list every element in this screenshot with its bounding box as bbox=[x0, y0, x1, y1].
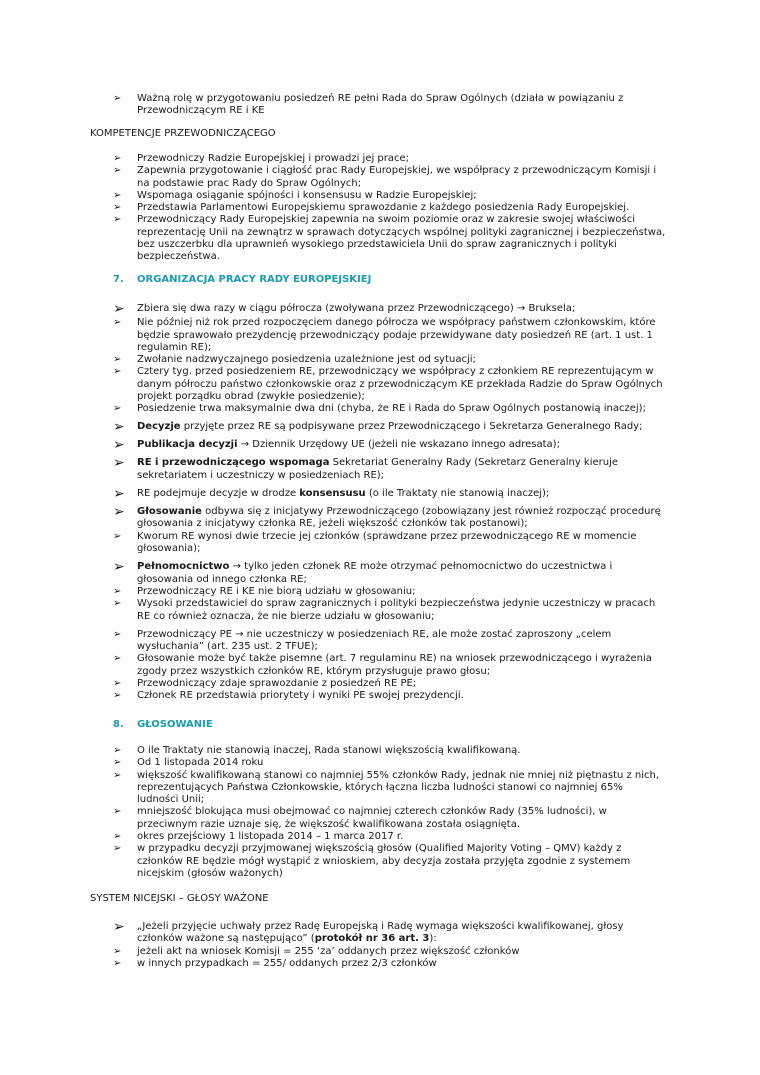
list-item: ➢ okres przejściowy 1 listopada 2014 – 1 marca 2017 r. bbox=[113, 831, 404, 843]
arrow-bullet-icon: ➢ bbox=[113, 214, 122, 226]
arrow-bullet-icon: ➢ bbox=[113, 690, 122, 702]
list-item: ➢ w innych przypadkach = 255/ oddanych przez 2/3 członków bbox=[113, 957, 437, 969]
arrow-bullet-icon: ➢ bbox=[113, 843, 122, 855]
arrow-bullet-icon: ➢ bbox=[113, 418, 125, 435]
arrow-bullet-icon: ➢ bbox=[113, 745, 122, 756]
section-title-kompetencje: KOMPETENCJE PRZEWODNICZĄCEGO bbox=[90, 128, 276, 139]
arrow-bullet-icon: ➢ bbox=[113, 455, 125, 472]
list-item: ➢ RE podejmuje decyzje w drodze konsensusu (o ile Traktaty nie stanowią inaczej); bbox=[113, 485, 550, 502]
list-item: ➢ Posiedzenie trwa maksymalnie dwa dni (chyba, że RE i Rada do Spraw Ogólnych postanowią inaczej); bbox=[113, 403, 646, 415]
list-item: ➢ RE i przewodniczącego wspomaga Sekretariat Generalny Rady (Sekretarz Generalny kieruje sekretariatem i uczestniczy w posiedzeniach RE); bbox=[113, 455, 619, 481]
arrow-bullet-icon: ➢ bbox=[113, 831, 122, 843]
arrow-bullet-icon: ➢ bbox=[113, 945, 122, 957]
arrow-bullet-icon: ➢ bbox=[113, 530, 122, 542]
list-item: ➢ Od 1 listopada 2014 roku bbox=[113, 757, 264, 769]
list-item: ➢ mniejszość blokująca musi obejmować co najmniej czterech członków Rady (35% ludności), w przeciwnym razie uznaje się, że większość kwalifikowana została osiągnięta. bbox=[113, 806, 607, 830]
list-item: ➢ Głosowanie może być także pisemne (art. 7 regulaminu RE) na wniosek przewodniczącego i wyrażenia zgody przez wszystkich członków RE, którym przysługuje prawo głosu; bbox=[113, 653, 652, 677]
arrow-bullet-icon: ➢ bbox=[113, 403, 122, 415]
list-item: ➢ Zapewnia przygotowanie i ciągłość prac Rady Europejskiej, we współpracy z przewodniczącym Komisji i na podstawie prac Rady do Spraw Ogólnych; bbox=[113, 165, 657, 189]
list-item: ➢ większość kwalifikowaną stanowi co najmniej 55% członków Rady, jednak nie mniej niż piętnastu z nich, reprezentujących Państwa Członkowskie, których łączna liczba ludności stanowi co najmniej 65% ludności Unii; bbox=[113, 769, 660, 806]
arrow-bullet-icon: ➢ bbox=[113, 678, 122, 690]
heading-section-7: 7. ORGANIZACJA PRACY RADY EUROPEJSKIEJ bbox=[113, 274, 372, 285]
list-item: ➢ Przewodniczący PE → nie uczestniczy w posiedzeniach RE, ale może zostać zaproszony „celem wysłuchania” (art. 235 ust. 2 TFUE); bbox=[113, 628, 612, 653]
list-item: ➢ O ile Traktaty nie stanowią inaczej, Rada stanowi większością kwalifikowaną. bbox=[113, 745, 521, 756]
arrow-bullet-icon: ➢ bbox=[113, 317, 122, 329]
list-item: ➢ Przewodniczący RE i KE nie biorą udziału w głosowaniu; bbox=[113, 585, 416, 597]
arrow-bullet-icon: ➢ bbox=[113, 806, 122, 818]
list-item: ➢ Przedstawia Parlamentowi Europejskiemu sprawozdanie z każdego posiedzenia Rady Europejskiej. bbox=[113, 202, 630, 214]
list-item: ➢ Wysoki przedstawiciel do spraw zagranicznych i polityki bezpieczeństwa jedynie uczestniczy w pracach RE co również oznacza, że nie bierze udziału w głosowaniu; bbox=[113, 598, 656, 622]
arrow-bullet-icon: ➢ bbox=[113, 504, 125, 521]
arrow-bullet-icon: ➢ bbox=[113, 598, 122, 610]
arrow-bullet-icon: ➢ bbox=[113, 559, 125, 576]
section8-list bbox=[0, 745, 760, 880]
arrow-bullet-icon: ➢ bbox=[113, 366, 122, 378]
list-item: ➢ Głosowanie odbywa się z inicjatywy Przewodniczącego (zobowiązany jest również rozpocząć procedurę głosowania z inicjatywy członka RE, jeżeli większość członków tak postanowi); bbox=[113, 504, 661, 530]
list-item: ➢ Pełnomocnictwo → tylko jeden członek RE może otrzymać pełnomocnictwo do uczestnictwa i głosowania od innego członka RE; bbox=[113, 559, 613, 585]
arrow-bullet-icon: ➢ bbox=[113, 189, 122, 201]
list-item: ➢ Nie później niż rok przed rozpoczęciem danego półrocza we współpracy państwem członkowskim, które będzie sprawowało prezydencję przewodniczący podaje przewidywane daty posiedzeń RE (art. 1 ust. 1 regulamin RE); bbox=[113, 317, 656, 353]
arrow-bullet-icon: ➢ bbox=[113, 769, 122, 781]
list-item: ➢ Kworum RE wynosi dwie trzecie jej członków (sprawdzane przez przewodniczącego RE w momencie głosowania); bbox=[113, 530, 637, 555]
arrow-bullet-icon: ➢ bbox=[113, 354, 122, 366]
arrow-bullet-icon: ➢ bbox=[113, 165, 122, 177]
arrow-bullet-icon: ➢ bbox=[113, 93, 122, 104]
list-item: ➢ Decyzje przyjęte przez RE są podpisywane przez Przewodniczącego i Sekretarza Generalnego Rady; bbox=[113, 418, 643, 435]
list-item: ➢ Ważną rolę w przygotowaniu posiedzeń RE pełni Rada do Spraw Ogólnych (działa w powiązaniu z Przewodniczącym RE i KE bbox=[113, 93, 624, 117]
list-item: ➢ Publikacja decyzji → Dziennik Urzędowy UE (jeżeli nie wskazano innego adresata); bbox=[113, 436, 560, 453]
list-item: ➢ Przewodniczy Radzie Europejskiej i prowadzi jej prace; bbox=[113, 153, 410, 164]
intro-list bbox=[0, 93, 760, 118]
kompetencje-list bbox=[0, 153, 760, 264]
arrow-bullet-icon: ➢ bbox=[113, 301, 125, 317]
arrow-bullet-icon: ➢ bbox=[113, 202, 122, 214]
list-item: ➢ Wspomaga osiąganie spójności i konsensusu w Radzie Europejskiej; bbox=[113, 189, 477, 201]
list-item: ➢ Cztery tyg. przed posiedzeniem RE, przewodniczący we współpracy z członkiem RE reprezentującym w danym półroczu państwo członkowskie oraz z przewodniczącym KE przekłada Radzie do Spraw Ogólnych projekt porządku obrad (zwykłe posiedzenie); bbox=[113, 366, 663, 403]
arrow-bullet-icon: ➢ bbox=[113, 628, 122, 640]
arrow-bullet-icon: ➢ bbox=[113, 919, 125, 935]
arrow-bullet-icon: ➢ bbox=[113, 485, 125, 502]
list-item: ➢ Członek RE przedstawia priorytety i wyniki PE swojej prezydencji. bbox=[113, 690, 464, 702]
arrow-bullet-icon: ➢ bbox=[113, 585, 122, 597]
list-item: ➢ Przewodniczący zdaje sprawozdanie z posiedzeń RE PE; bbox=[113, 678, 417, 690]
section7-list bbox=[0, 303, 760, 703]
list-item: ➢ jeżeli akt na wniosek Komisji = 255 ‘za’ oddanych przez większość członków bbox=[113, 945, 520, 957]
list-item: ➢ Zbiera się dwa razy w ciągu półrocza (zwoływana przez Przewodniczącego) → Bruksela; bbox=[113, 301, 576, 317]
nicejski-list bbox=[0, 921, 760, 970]
arrow-bullet-icon: ➢ bbox=[113, 957, 122, 969]
arrow-bullet-icon: ➢ bbox=[113, 153, 122, 164]
section-title-nicejski: SYSTEM NICEJSKI – GŁOSY WAŻONE bbox=[90, 893, 269, 904]
arrow-bullet-icon: ➢ bbox=[113, 653, 122, 665]
heading-section-8: 8. GŁOSOWANIE bbox=[113, 719, 213, 730]
arrow-bullet-icon: ➢ bbox=[113, 757, 122, 769]
arrow-bullet-icon: ➢ bbox=[113, 436, 125, 453]
list-item: ➢ Przewodniczący Rady Europejskiej zapewnia na swoim poziomie oraz w zakresie swojej właściwości reprezentację Unii na zewnątrz w sprawach dotyczących wspólnej polityki zagranicznej i bezpieczeństwa, bez uszczerbku dla uprawnień wysokiego przedstawiciela Unii do spraw zagranicznych i polityki bezpieczeństwa. bbox=[113, 214, 666, 263]
list-item: ➢ w przypadku decyzji przyjmowanej większością głosów (Qualified Majority Voting – QMV) każdy z członków RE będzie mógł wystąpić z wnioskiem, aby decyzja została przyjęta zgodnie z systemem nicejskim (głosów ważonych) bbox=[113, 843, 631, 879]
list-item: ➢ „Jeżeli przyjęcie uchwały przez Radę Europejską i Radę wymaga większości kwalifikowanej, głosy członków ważone są następująco” (protokół nr 36 art. 3): bbox=[113, 919, 624, 945]
list-item: ➢ Zwołanie nadzwyczajnego posiedzenia uzależnione jest od sytuacji; bbox=[113, 354, 476, 366]
